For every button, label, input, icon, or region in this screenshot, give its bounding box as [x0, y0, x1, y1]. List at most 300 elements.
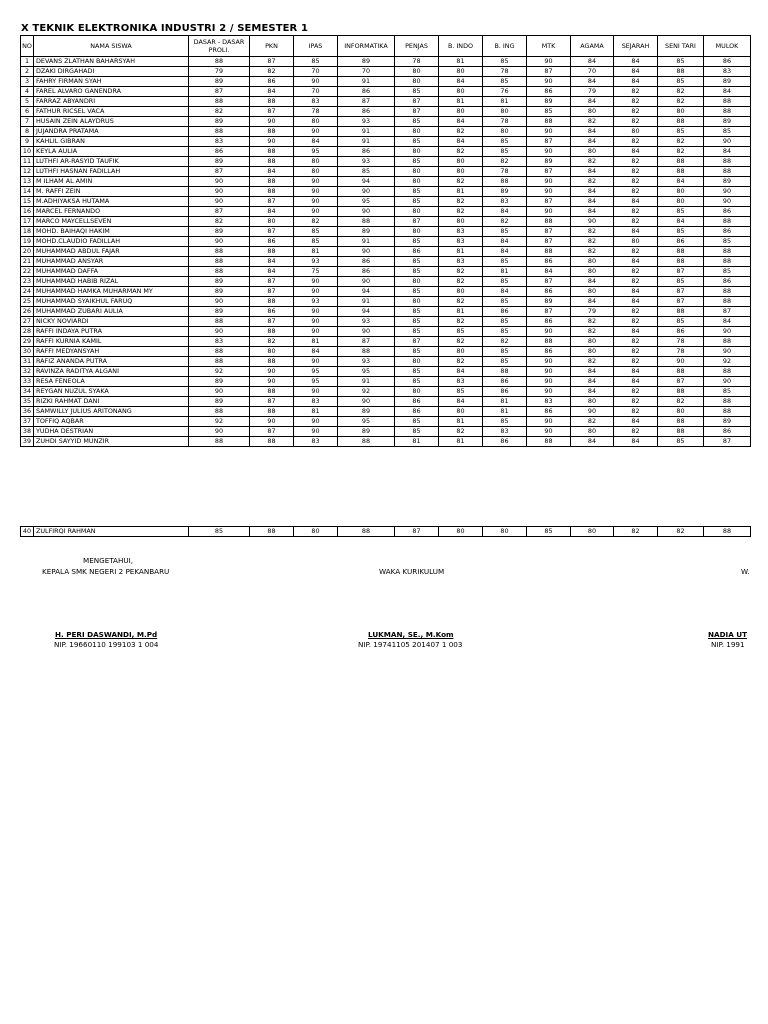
grade-cell: 80: [658, 187, 704, 197]
student-name: KEYLA AULIA: [34, 147, 189, 157]
table-row: [21, 117, 751, 127]
grade-cell: 88: [658, 417, 704, 427]
grade-cell: 92: [189, 367, 250, 377]
table-row: [21, 197, 751, 207]
grade-cell: 79: [571, 307, 614, 317]
grade-cell: 84: [439, 397, 483, 407]
grade-cell: 80: [250, 347, 294, 357]
grade-cell: 92: [189, 417, 250, 427]
grade-cell: 87: [250, 287, 294, 297]
grade-cell: 85: [395, 257, 439, 267]
grade-cell: 89: [189, 377, 250, 387]
grade-cell: 90: [294, 427, 338, 437]
grade-cell: 90: [250, 367, 294, 377]
grade-cell: 85: [395, 117, 439, 127]
grade-cell: 84: [483, 237, 527, 247]
grade-cell: 88: [704, 217, 751, 227]
table-row: [21, 287, 751, 297]
grade-cell: 84: [614, 297, 658, 307]
grade-cell: 90: [189, 327, 250, 337]
grade-cell: 81: [483, 397, 527, 407]
grades-table: [20, 35, 751, 447]
grade-cell: 82: [250, 67, 294, 77]
grade-cell: 84: [571, 197, 614, 207]
grade-cell: 85: [483, 297, 527, 307]
right-position-label: W.: [741, 567, 750, 576]
grade-cell: 80: [395, 357, 439, 367]
grade-cell: 85: [527, 527, 571, 537]
row-number: 15: [21, 197, 34, 207]
grade-cell: 82: [658, 97, 704, 107]
grade-cell: 84: [614, 257, 658, 267]
grade-cell: 84: [704, 87, 751, 97]
grade-cell: 80: [439, 167, 483, 177]
grade-cell: 89: [189, 287, 250, 297]
grade-cell: 88: [704, 407, 751, 417]
grade-cell: 83: [189, 137, 250, 147]
student-name: KAHLIL GIBRAN: [34, 137, 189, 147]
row-number: 6: [21, 107, 34, 117]
student-name: M. RAFFI ZEIN: [34, 187, 189, 197]
grade-cell: 82: [483, 157, 527, 167]
grade-cell: 90: [189, 197, 250, 207]
grade-cell: 82: [658, 137, 704, 147]
grade-cell: 90: [189, 297, 250, 307]
table-row: [21, 317, 751, 327]
table-row: [21, 307, 751, 317]
student-name: MUHAMMAD ANSYAR: [34, 257, 189, 267]
student-name: MUHAMMAD ZUBARI AULIA: [34, 307, 189, 317]
row-number: 14: [21, 187, 34, 197]
row-number: 2: [21, 67, 34, 77]
table-row: [21, 377, 751, 387]
grade-cell: 86: [395, 407, 439, 417]
student-name: NICKY NOVIARDI: [34, 317, 189, 327]
grade-cell: 80: [294, 157, 338, 167]
grade-cell: 90: [189, 237, 250, 247]
table-row: [21, 337, 751, 347]
column-header: DASAR - DASAR PROLI.: [189, 36, 250, 57]
grade-cell: 82: [439, 197, 483, 207]
grade-cell: 80: [571, 427, 614, 437]
table-row: [21, 387, 751, 397]
grade-cell: 78: [658, 347, 704, 357]
grade-cell: 87: [704, 437, 751, 447]
row-number: 23: [21, 277, 34, 287]
row-number: 34: [21, 387, 34, 397]
grade-cell: 82: [614, 357, 658, 367]
grade-cell: 82: [571, 317, 614, 327]
grade-cell: 84: [483, 207, 527, 217]
grade-cell: 87: [338, 97, 395, 107]
table-row: [21, 207, 751, 217]
grade-cell: 87: [527, 307, 571, 317]
grade-cell: 81: [483, 97, 527, 107]
grade-cell: 84: [614, 327, 658, 337]
grade-cell: 84: [527, 267, 571, 277]
grade-cell: 79: [189, 67, 250, 77]
table-row: [21, 297, 751, 307]
grade-cell: 90: [704, 347, 751, 357]
grade-cell: 89: [189, 157, 250, 167]
table-row: [21, 67, 751, 77]
grade-cell: 85: [483, 137, 527, 147]
grade-cell: 85: [395, 157, 439, 167]
grade-cell: 85: [658, 227, 704, 237]
grade-cell: 88: [250, 97, 294, 107]
table-row: [21, 527, 751, 537]
grade-cell: 80: [395, 147, 439, 157]
grade-cell: 88: [704, 397, 751, 407]
grade-cell: 86: [338, 87, 395, 97]
grade-cell: 93: [338, 317, 395, 327]
grade-cell: 89: [704, 417, 751, 427]
grade-cell: 80: [614, 237, 658, 247]
row-number: 10: [21, 147, 34, 157]
grade-cell: 84: [614, 367, 658, 377]
grade-cell: 90: [250, 137, 294, 147]
grade-cell: 95: [338, 417, 395, 427]
grade-cell: 86: [483, 377, 527, 387]
row-number: 16: [21, 207, 34, 217]
grade-cell: 84: [614, 197, 658, 207]
grade-cell: 85: [658, 127, 704, 137]
grade-cell: 90: [250, 377, 294, 387]
grade-cell: 84: [250, 257, 294, 267]
grade-cell: 80: [439, 157, 483, 167]
grade-cell: 85: [395, 137, 439, 147]
grade-cell: 80: [395, 387, 439, 397]
grade-cell: 87: [395, 107, 439, 117]
grade-cell: 88: [250, 157, 294, 167]
grade-cell: 80: [395, 127, 439, 137]
grade-cell: 88: [250, 357, 294, 367]
student-name: RESA FENEOLA: [34, 377, 189, 387]
grade-cell: 88: [704, 367, 751, 377]
grade-cell: 86: [250, 237, 294, 247]
grade-cell: 80: [614, 127, 658, 137]
grade-cell: 86: [395, 397, 439, 407]
grade-cell: 88: [658, 247, 704, 257]
row-number: 31: [21, 357, 34, 367]
grade-cell: 84: [704, 147, 751, 157]
grade-cell: 90: [527, 147, 571, 157]
student-name: HUSAIN ZEIN ALAYDRUS: [34, 117, 189, 127]
grade-cell: 90: [294, 177, 338, 187]
grade-cell: 82: [614, 347, 658, 357]
student-name: MUHAMMAD HAMKA MUHARMAN MY: [34, 287, 189, 297]
table-row: [21, 237, 751, 247]
grade-cell: 90: [338, 277, 395, 287]
grade-cell: 88: [704, 527, 751, 537]
row-number: 21: [21, 257, 34, 267]
grade-cell: 90: [294, 317, 338, 327]
grade-cell: 89: [338, 407, 395, 417]
grade-cell: 85: [483, 317, 527, 327]
grade-cell: 82: [614, 317, 658, 327]
grade-cell: 85: [704, 387, 751, 397]
grade-cell: 80: [571, 267, 614, 277]
grade-cell: 87: [250, 397, 294, 407]
grade-cell: 91: [338, 237, 395, 247]
grade-cell: 82: [571, 227, 614, 237]
grade-cell: 89: [704, 77, 751, 87]
grade-cell: 88: [527, 117, 571, 127]
grade-cell: 82: [294, 217, 338, 227]
row-number: 24: [21, 287, 34, 297]
grade-cell: 90: [527, 77, 571, 87]
grade-cell: 85: [395, 367, 439, 377]
grade-cell: 89: [189, 227, 250, 237]
row-number: 30: [21, 347, 34, 357]
grade-cell: 84: [614, 377, 658, 387]
grade-cell: 80: [571, 527, 614, 537]
table-row: [21, 407, 751, 417]
grade-cell: 85: [704, 267, 751, 277]
grade-cell: 94: [338, 307, 395, 317]
grade-cell: 70: [294, 87, 338, 97]
grade-cell: 84: [571, 167, 614, 177]
grade-cell: 88: [704, 157, 751, 167]
grade-cell: 85: [395, 417, 439, 427]
grade-cell: 88: [704, 107, 751, 117]
column-header: B. ING: [483, 36, 527, 57]
row-number: 38: [21, 427, 34, 437]
grade-cell: 80: [439, 527, 483, 537]
student-name: DEVANS ZLATHAN BAHARSYAH: [34, 57, 189, 67]
grade-cell: 80: [395, 177, 439, 187]
grade-cell: 95: [338, 197, 395, 207]
table-header-row: [21, 36, 751, 57]
grade-cell: 80: [395, 277, 439, 287]
grade-cell: 90: [189, 387, 250, 397]
grade-cell: 87: [704, 307, 751, 317]
grade-cell: 82: [439, 147, 483, 157]
grade-cell: 85: [439, 327, 483, 337]
grade-cell: 85: [483, 257, 527, 267]
column-header: SEJARAH: [614, 36, 658, 57]
middle-signatory-name: LUKMAN, SE., M.Kom: [368, 630, 454, 639]
grade-cell: 82: [614, 217, 658, 227]
grade-cell: 78: [483, 167, 527, 177]
grade-cell: 82: [658, 147, 704, 157]
grade-cell: 78: [395, 57, 439, 67]
grade-cell: 81: [294, 247, 338, 257]
grade-cell: 87: [658, 287, 704, 297]
grade-cell: 80: [571, 337, 614, 347]
extra-student-table: [20, 526, 751, 537]
grade-cell: 82: [614, 397, 658, 407]
grade-cell: 87: [527, 137, 571, 147]
column-header: INFORMATIKA: [338, 36, 395, 57]
grade-cell: 80: [395, 297, 439, 307]
column-header: AGAMA: [571, 36, 614, 57]
grade-cell: 85: [483, 57, 527, 67]
grade-cell: 80: [571, 257, 614, 267]
grade-cell: 90: [527, 387, 571, 397]
grade-cell: 82: [614, 137, 658, 147]
grade-cell: 88: [250, 147, 294, 157]
grade-cell: 89: [189, 117, 250, 127]
column-header: IPAS: [294, 36, 338, 57]
grade-cell: 82: [614, 117, 658, 127]
grade-cell: 89: [189, 397, 250, 407]
column-header: PKN: [250, 36, 294, 57]
grade-cell: 88: [250, 187, 294, 197]
grade-cell: 87: [658, 297, 704, 307]
grade-cell: 89: [527, 297, 571, 307]
grade-cell: 79: [571, 87, 614, 97]
grade-cell: 86: [338, 257, 395, 267]
grade-cell: 83: [439, 257, 483, 267]
page-title: X TEKNIK ELEKTRONIKA INDUSTRI 2 / SEMESTER 1: [21, 23, 308, 34]
grade-cell: 88: [658, 387, 704, 397]
grade-cell: 89: [189, 277, 250, 287]
grade-cell: 90: [527, 57, 571, 67]
table-row: [21, 417, 751, 427]
grade-cell: 82: [614, 247, 658, 257]
row-number: 17: [21, 217, 34, 227]
grade-cell: 90: [527, 377, 571, 387]
row-number: 12: [21, 167, 34, 177]
grade-cell: 80: [294, 527, 338, 537]
grade-cell: 83: [439, 377, 483, 387]
grade-cell: 84: [614, 417, 658, 427]
grade-cell: 90: [527, 187, 571, 197]
grade-cell: 85: [483, 147, 527, 157]
grade-cell: 82: [571, 157, 614, 167]
grade-cell: 87: [527, 277, 571, 287]
grade-cell: 86: [250, 77, 294, 87]
grade-cell: 85: [439, 387, 483, 397]
grade-cell: 90: [571, 217, 614, 227]
row-number: 37: [21, 417, 34, 427]
grade-cell: 82: [614, 387, 658, 397]
table-row: [21, 127, 751, 137]
grade-cell: 82: [614, 187, 658, 197]
grade-cell: 90: [704, 377, 751, 387]
grade-cell: 87: [250, 107, 294, 117]
grade-cell: 84: [614, 227, 658, 237]
grade-cell: 88: [704, 247, 751, 257]
row-number: 8: [21, 127, 34, 137]
grade-cell: 89: [338, 227, 395, 237]
grade-cell: 84: [571, 367, 614, 377]
grade-cell: 85: [395, 87, 439, 97]
grade-cell: 82: [571, 247, 614, 257]
grade-cell: 87: [250, 427, 294, 437]
grade-cell: 81: [439, 247, 483, 257]
table-row: [21, 437, 751, 447]
grade-cell: 80: [439, 407, 483, 417]
grade-cell: 81: [439, 57, 483, 67]
student-name: M ILHAM AL AMIN: [34, 177, 189, 187]
table-row: [21, 227, 751, 237]
grade-cell: 85: [395, 187, 439, 197]
grade-cell: 82: [571, 177, 614, 187]
grade-cell: 70: [338, 67, 395, 77]
column-header: MTK: [527, 36, 571, 57]
grade-cell: 88: [338, 217, 395, 227]
grade-cell: 87: [658, 267, 704, 277]
grade-cell: 90: [527, 367, 571, 377]
student-name: ZULFIRQI RAHMAN: [34, 527, 189, 537]
grade-cell: 90: [571, 407, 614, 417]
row-number: 25: [21, 297, 34, 307]
grade-cell: 82: [614, 107, 658, 117]
grade-cell: 80: [294, 167, 338, 177]
grade-cell: 84: [704, 317, 751, 327]
grade-cell: 85: [704, 127, 751, 137]
grade-cell: 88: [189, 267, 250, 277]
grade-cell: 80: [250, 217, 294, 227]
grade-cell: 90: [294, 77, 338, 87]
student-name: RAFFI KURNIA KAMIL: [34, 337, 189, 347]
grade-cell: 90: [189, 177, 250, 187]
grade-cell: 88: [658, 307, 704, 317]
grade-cell: 86: [338, 147, 395, 157]
table-row: [21, 167, 751, 177]
grade-cell: 82: [614, 87, 658, 97]
grade-cell: 82: [439, 177, 483, 187]
row-number: 4: [21, 87, 34, 97]
grade-cell: 90: [338, 397, 395, 407]
grade-cell: 81: [483, 407, 527, 417]
table-row: [21, 137, 751, 147]
grade-cell: 81: [439, 97, 483, 107]
grade-cell: 87: [189, 207, 250, 217]
grade-cell: 86: [483, 387, 527, 397]
table-row: [21, 147, 751, 157]
table-row: [21, 97, 751, 107]
row-number: 19: [21, 237, 34, 247]
row-number: 1: [21, 57, 34, 67]
row-number: 9: [21, 137, 34, 147]
grade-cell: 84: [439, 137, 483, 147]
grade-cell: 88: [189, 247, 250, 257]
table-row: [21, 247, 751, 257]
grade-cell: 88: [250, 407, 294, 417]
grade-cell: 82: [439, 267, 483, 277]
grade-cell: 82: [439, 357, 483, 367]
grade-cell: 87: [527, 167, 571, 177]
grade-cell: 84: [439, 117, 483, 127]
grade-cell: 82: [614, 337, 658, 347]
student-name: FAHRY FIRMAN SYAH: [34, 77, 189, 87]
grade-cell: 82: [614, 97, 658, 107]
grade-cell: 87: [527, 237, 571, 247]
grade-cell: 89: [189, 307, 250, 317]
grade-cell: 82: [571, 357, 614, 367]
student-name: JUJANDRA PRATAMA: [34, 127, 189, 137]
table-row: [21, 397, 751, 407]
grade-cell: 85: [395, 197, 439, 207]
grade-cell: 84: [571, 127, 614, 137]
row-number: 35: [21, 397, 34, 407]
grade-cell: 84: [483, 287, 527, 297]
grade-cell: 82: [658, 87, 704, 97]
grade-cell: 89: [338, 427, 395, 437]
grade-cell: 88: [658, 367, 704, 377]
grade-cell: 90: [250, 417, 294, 427]
grade-cell: 81: [294, 337, 338, 347]
grade-cell: 87: [250, 197, 294, 207]
row-number: 28: [21, 327, 34, 337]
grade-cell: 84: [250, 87, 294, 97]
grade-cell: 81: [439, 417, 483, 427]
grade-cell: 83: [483, 427, 527, 437]
grade-cell: 87: [527, 67, 571, 77]
